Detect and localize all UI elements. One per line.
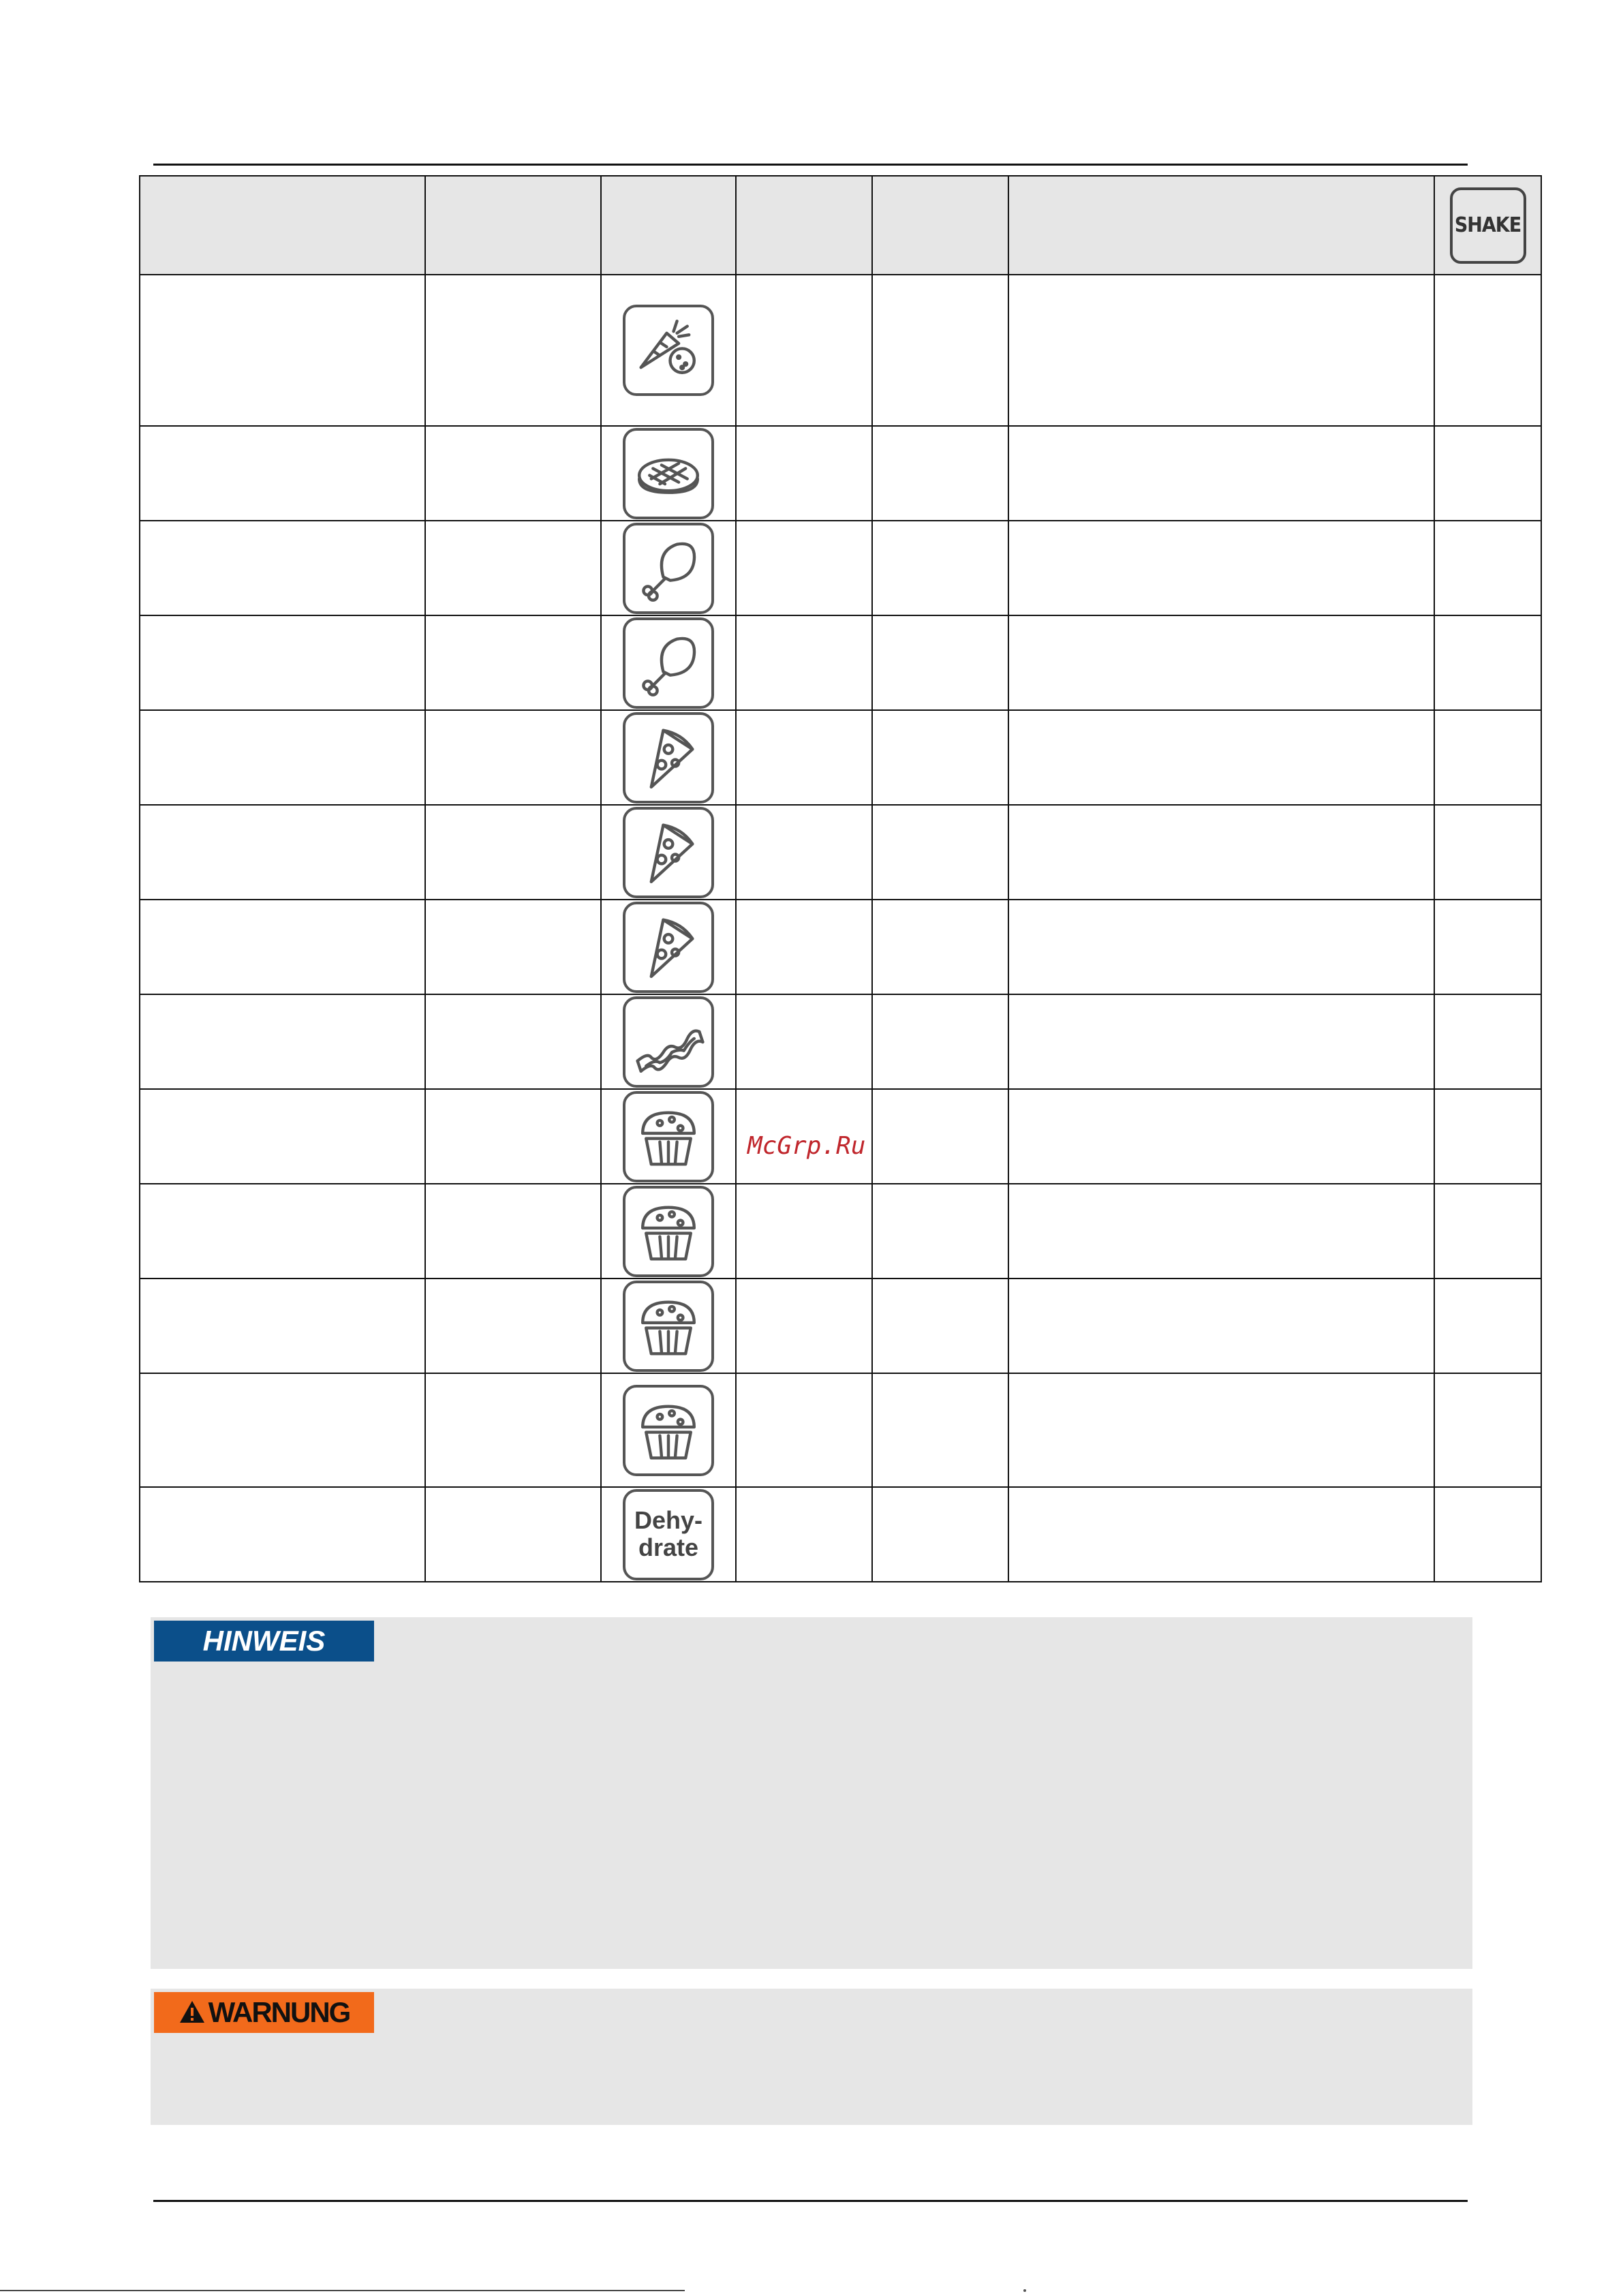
table-row — [140, 710, 1541, 805]
table-row — [140, 1279, 1541, 1373]
footer-rule — [0, 2290, 685, 2291]
dehydrate-icon — [623, 1489, 714, 1580]
pizza-icon — [623, 902, 714, 993]
table-row — [140, 900, 1541, 994]
table-row — [140, 994, 1541, 1089]
table-row — [140, 275, 1541, 426]
bottom-rule — [153, 2200, 1468, 2202]
shake-icon: SHAKE — [1450, 187, 1526, 264]
pizza-icon — [623, 712, 714, 803]
header-cell-shake — [1434, 176, 1541, 275]
header-cell-notes — [1008, 176, 1434, 275]
table-row — [140, 1487, 1541, 1582]
table-row — [140, 615, 1541, 710]
table-row — [140, 805, 1541, 900]
chicken-leg-icon — [623, 523, 714, 614]
watermark: McGrp.Ru — [747, 1132, 866, 1160]
table-row — [140, 521, 1541, 615]
warnung-label-text: WARNUNG — [208, 1996, 350, 2028]
table-header-row — [140, 176, 1541, 275]
cooking-table — [139, 175, 1542, 1582]
table-row — [140, 1373, 1541, 1487]
dehydrate-icon-text-1: Dehy- — [634, 1505, 703, 1534]
muffin-icon — [623, 1186, 714, 1277]
muffin-icon — [623, 1385, 714, 1476]
warnung-notice — [151, 1989, 1472, 2125]
hinweis-label: HINWEIS — [154, 1621, 374, 1662]
header-cell-program — [601, 176, 736, 275]
footer-dot — [1023, 2289, 1026, 2292]
warnung-label — [154, 1992, 374, 2033]
pizza-icon — [623, 807, 714, 898]
header-cell-temperature — [736, 176, 872, 275]
muffin-icon — [623, 1281, 714, 1372]
vegetables-icon — [623, 305, 714, 396]
header-cell-time — [872, 176, 1008, 275]
top-rule — [153, 164, 1468, 166]
dehydrate-icon-text-2: drate — [638, 1533, 699, 1561]
steak-icon — [623, 428, 714, 519]
table-row — [140, 1184, 1541, 1279]
muffin-icon — [623, 1091, 714, 1182]
warning-triangle-icon — [179, 2000, 206, 2024]
table-row — [140, 426, 1541, 521]
header-cell-food — [140, 176, 425, 275]
bacon-icon — [623, 996, 714, 1088]
header-cell-amount — [425, 176, 601, 275]
chicken-leg-icon — [623, 617, 714, 709]
hinweis-notice — [151, 1617, 1472, 1969]
